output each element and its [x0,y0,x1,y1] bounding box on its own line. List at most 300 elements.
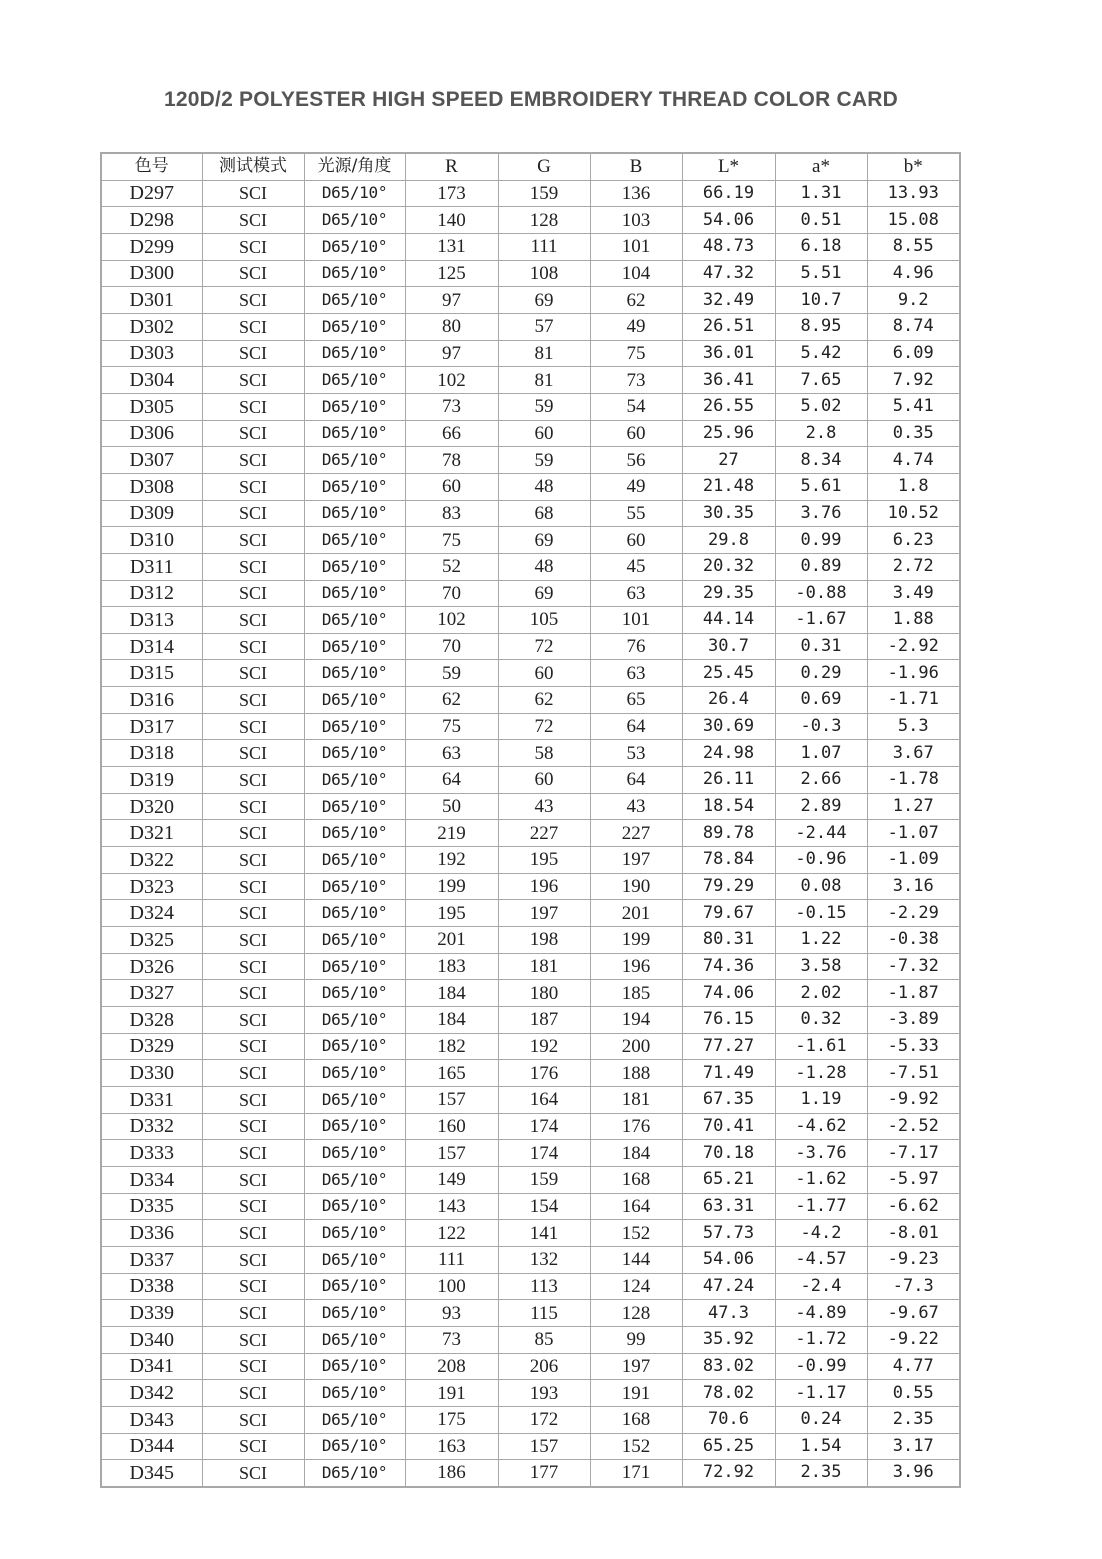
cell-b: 176 [590,1113,682,1140]
table-row [101,1140,960,1167]
cell-test-mode: SCI [202,1273,304,1300]
cell-illuminant-angle: D65/10° [304,1166,405,1193]
table-row [101,1300,960,1327]
cell-g: 180 [498,980,590,1007]
cell-b: 64 [590,713,682,740]
cell-test-mode: SCI [202,340,304,367]
cell-illuminant-angle: D65/10° [304,1086,405,1113]
cell-b-star: -6.62 [867,1193,960,1220]
table-row [101,1113,960,1140]
cell-g: 48 [498,553,590,580]
cell-test-mode: SCI [202,927,304,954]
cell-r: 186 [405,1460,498,1487]
cell-b: 49 [590,313,682,340]
cell-color-code: D309 [101,500,202,527]
cell-color-code: D318 [101,740,202,767]
cell-b-star: 2.72 [867,553,960,580]
cell-l-star: 26.55 [682,393,775,420]
table-row [101,660,960,687]
cell-b-star: 8.74 [867,313,960,340]
cell-b: 191 [590,1380,682,1407]
cell-b-star: 4.77 [867,1353,960,1380]
table-row [101,447,960,474]
cell-b-star: 1.8 [867,473,960,500]
cell-l-star: 70.18 [682,1140,775,1167]
page-title: 120D/2 POLYESTER HIGH SPEED EMBROIDERY THREAD COLOR CARD [164,88,898,111]
cell-r: 66 [405,420,498,447]
cell-b-star: -1.87 [867,980,960,1007]
cell-a-star: 1.19 [775,1086,867,1113]
table-row [101,713,960,740]
cell-b-star: -3.89 [867,1007,960,1034]
cell-a-star: -4.57 [775,1246,867,1273]
cell-illuminant-angle: D65/10° [304,767,405,794]
cell-g: 164 [498,1086,590,1113]
cell-b: 60 [590,420,682,447]
cell-b-star: 13.93 [867,180,960,207]
cell-color-code: D311 [101,553,202,580]
cell-a-star: -4.2 [775,1220,867,1247]
cell-b: 63 [590,580,682,607]
cell-r: 75 [405,527,498,554]
cell-test-mode: SCI [202,1433,304,1460]
table-row [101,820,960,847]
cell-color-code: D317 [101,713,202,740]
cell-a-star: 2.66 [775,767,867,794]
cell-test-mode: SCI [202,367,304,394]
cell-b: 103 [590,207,682,234]
cell-b-star: -5.33 [867,1033,960,1060]
cell-test-mode: SCI [202,1406,304,1433]
cell-a-star: -1.62 [775,1166,867,1193]
cell-illuminant-angle: D65/10° [304,1433,405,1460]
cell-b: 43 [590,793,682,820]
cell-color-code: D323 [101,873,202,900]
cell-b: 200 [590,1033,682,1060]
cell-r: 143 [405,1193,498,1220]
cell-g: 59 [498,447,590,474]
cell-b-star: 3.67 [867,740,960,767]
cell-illuminant-angle: D65/10° [304,340,405,367]
cell-l-star: 83.02 [682,1353,775,1380]
cell-l-star: 70.6 [682,1406,775,1433]
cell-illuminant-angle: D65/10° [304,1113,405,1140]
cell-l-star: 36.41 [682,367,775,394]
cell-r: 93 [405,1300,498,1327]
cell-r: 73 [405,393,498,420]
cell-color-code: D308 [101,473,202,500]
cell-g: 128 [498,207,590,234]
cell-b-star: -1.78 [867,767,960,794]
cell-illuminant-angle: D65/10° [304,313,405,340]
cell-test-mode: SCI [202,260,304,287]
cell-a-star: 5.61 [775,473,867,500]
cell-l-star: 20.32 [682,553,775,580]
table-row [101,927,960,954]
cell-b: 196 [590,953,682,980]
cell-g: 108 [498,260,590,287]
cell-l-star: 30.69 [682,713,775,740]
table-row [101,1193,960,1220]
cell-b-star: 6.09 [867,340,960,367]
cell-a-star: -0.96 [775,847,867,874]
table-row [101,527,960,554]
cell-g: 48 [498,473,590,500]
cell-illuminant-angle: D65/10° [304,1060,405,1087]
cell-g: 177 [498,1460,590,1487]
cell-test-mode: SCI [202,180,304,207]
cell-l-star: 24.98 [682,740,775,767]
cell-b-star: -9.23 [867,1246,960,1273]
cell-test-mode: SCI [202,793,304,820]
cell-a-star: 8.34 [775,447,867,474]
header-l-star: L* [682,153,775,180]
cell-a-star: -1.17 [775,1380,867,1407]
cell-b-star: -1.71 [867,687,960,714]
cell-r: 149 [405,1166,498,1193]
cell-b-star: 3.17 [867,1433,960,1460]
cell-color-code: D345 [101,1460,202,1487]
cell-b: 54 [590,393,682,420]
cell-g: 196 [498,873,590,900]
cell-a-star: 0.29 [775,660,867,687]
cell-color-code: D332 [101,1113,202,1140]
cell-a-star: -1.61 [775,1033,867,1060]
cell-b: 65 [590,687,682,714]
cell-illuminant-angle: D65/10° [304,1007,405,1034]
cell-a-star: -0.3 [775,713,867,740]
table-row [101,633,960,660]
cell-b-star: -7.3 [867,1273,960,1300]
cell-color-code: D341 [101,1353,202,1380]
cell-test-mode: SCI [202,287,304,314]
table-body [101,153,960,1487]
table-row [101,207,960,234]
table-row [101,1273,960,1300]
cell-illuminant-angle: D65/10° [304,660,405,687]
cell-b: 190 [590,873,682,900]
cell-color-code: D344 [101,1433,202,1460]
cell-test-mode: SCI [202,980,304,1007]
cell-r: 78 [405,447,498,474]
cell-illuminant-angle: D65/10° [304,1246,405,1273]
cell-b: 45 [590,553,682,580]
cell-r: 184 [405,1007,498,1034]
cell-color-code: D340 [101,1326,202,1353]
table-row [101,180,960,207]
cell-b: 184 [590,1140,682,1167]
cell-b: 101 [590,607,682,634]
cell-a-star: 1.22 [775,927,867,954]
cell-l-star: 21.48 [682,473,775,500]
cell-l-star: 47.32 [682,260,775,287]
cell-color-code: D315 [101,660,202,687]
cell-a-star: 1.07 [775,740,867,767]
cell-illuminant-angle: D65/10° [304,580,405,607]
cell-a-star: 0.51 [775,207,867,234]
cell-l-star: 18.54 [682,793,775,820]
cell-g: 72 [498,633,590,660]
cell-test-mode: SCI [202,767,304,794]
cell-g: 85 [498,1326,590,1353]
cell-l-star: 25.96 [682,420,775,447]
cell-g: 60 [498,767,590,794]
cell-illuminant-angle: D65/10° [304,633,405,660]
cell-b: 201 [590,900,682,927]
cell-test-mode: SCI [202,1300,304,1327]
header-b-star: b* [867,153,960,180]
cell-color-code: D297 [101,180,202,207]
cell-g: 227 [498,820,590,847]
cell-r: 97 [405,340,498,367]
cell-a-star: -3.76 [775,1140,867,1167]
cell-a-star: 0.99 [775,527,867,554]
cell-test-mode: SCI [202,233,304,260]
cell-test-mode: SCI [202,900,304,927]
cell-b: 73 [590,367,682,394]
cell-g: 60 [498,660,590,687]
cell-test-mode: SCI [202,953,304,980]
cell-b-star: -2.29 [867,900,960,927]
cell-g: 174 [498,1140,590,1167]
cell-illuminant-angle: D65/10° [304,207,405,234]
cell-l-star: 74.36 [682,953,775,980]
cell-g: 43 [498,793,590,820]
table-row [101,1033,960,1060]
table-row [101,260,960,287]
cell-illuminant-angle: D65/10° [304,500,405,527]
cell-color-code: D302 [101,313,202,340]
table-row [101,1060,960,1087]
cell-illuminant-angle: D65/10° [304,473,405,500]
cell-b-star: 15.08 [867,207,960,234]
header-g: G [498,153,590,180]
cell-l-star: 78.02 [682,1380,775,1407]
cell-r: 122 [405,1220,498,1247]
cell-color-code: D312 [101,580,202,607]
cell-a-star: -4.89 [775,1300,867,1327]
cell-color-code: D307 [101,447,202,474]
cell-color-code: D305 [101,393,202,420]
cell-l-star: 35.92 [682,1326,775,1353]
table-row [101,607,960,634]
cell-g: 154 [498,1193,590,1220]
cell-color-code: D329 [101,1033,202,1060]
cell-a-star: -0.99 [775,1353,867,1380]
cell-illuminant-angle: D65/10° [304,1380,405,1407]
header-b: B [590,153,682,180]
cell-b-star: -0.38 [867,927,960,954]
cell-test-mode: SCI [202,687,304,714]
cell-color-code: D327 [101,980,202,1007]
cell-illuminant-angle: D65/10° [304,287,405,314]
cell-b-star: 10.52 [867,500,960,527]
cell-r: 163 [405,1433,498,1460]
cell-b: 62 [590,287,682,314]
cell-r: 73 [405,1326,498,1353]
cell-test-mode: SCI [202,847,304,874]
cell-color-code: D336 [101,1220,202,1247]
cell-l-star: 89.78 [682,820,775,847]
cell-r: 192 [405,847,498,874]
cell-g: 176 [498,1060,590,1087]
cell-l-star: 30.7 [682,633,775,660]
cell-g: 159 [498,180,590,207]
cell-b: 99 [590,1326,682,1353]
cell-color-code: D335 [101,1193,202,1220]
table-row [101,313,960,340]
cell-g: 206 [498,1353,590,1380]
table-row [101,1246,960,1273]
cell-b: 104 [590,260,682,287]
cell-b-star: 9.2 [867,287,960,314]
cell-b: 152 [590,1433,682,1460]
cell-test-mode: SCI [202,740,304,767]
table-row [101,900,960,927]
cell-l-star: 44.14 [682,607,775,634]
cell-a-star: -0.15 [775,900,867,927]
cell-l-star: 72.92 [682,1460,775,1487]
cell-b-star: -1.07 [867,820,960,847]
cell-l-star: 29.8 [682,527,775,554]
cell-a-star: 3.76 [775,500,867,527]
cell-a-star: 5.42 [775,340,867,367]
cell-r: 175 [405,1406,498,1433]
cell-b: 185 [590,980,682,1007]
cell-b-star: 7.92 [867,367,960,394]
cell-color-code: D303 [101,340,202,367]
cell-l-star: 25.45 [682,660,775,687]
cell-illuminant-angle: D65/10° [304,447,405,474]
cell-r: 62 [405,687,498,714]
cell-a-star: 1.31 [775,180,867,207]
cell-a-star: -1.28 [775,1060,867,1087]
cell-illuminant-angle: D65/10° [304,233,405,260]
cell-test-mode: SCI [202,607,304,634]
cell-test-mode: SCI [202,447,304,474]
table-row [101,287,960,314]
cell-illuminant-angle: D65/10° [304,553,405,580]
table-row [101,847,960,874]
cell-a-star: 1.54 [775,1433,867,1460]
cell-color-code: D316 [101,687,202,714]
cell-b-star: 4.74 [867,447,960,474]
table-row [101,1406,960,1433]
cell-l-star: 65.25 [682,1433,775,1460]
cell-r: 102 [405,367,498,394]
cell-r: 70 [405,633,498,660]
cell-l-star: 47.3 [682,1300,775,1327]
cell-l-star: 80.31 [682,927,775,954]
cell-g: 81 [498,367,590,394]
cell-l-star: 71.49 [682,1060,775,1087]
cell-illuminant-angle: D65/10° [304,420,405,447]
cell-a-star: 0.32 [775,1007,867,1034]
cell-b-star: -2.52 [867,1113,960,1140]
cell-r: 184 [405,980,498,1007]
cell-b-star: -9.92 [867,1086,960,1113]
cell-illuminant-angle: D65/10° [304,1326,405,1353]
cell-g: 113 [498,1273,590,1300]
cell-g: 197 [498,900,590,927]
cell-r: 201 [405,927,498,954]
cell-g: 62 [498,687,590,714]
cell-color-code: D322 [101,847,202,874]
cell-illuminant-angle: D65/10° [304,820,405,847]
cell-a-star: -1.67 [775,607,867,634]
cell-g: 81 [498,340,590,367]
cell-b-star: 0.35 [867,420,960,447]
cell-color-code: D321 [101,820,202,847]
cell-b-star: 3.96 [867,1460,960,1487]
cell-b: 53 [590,740,682,767]
table-row [101,420,960,447]
cell-g: 141 [498,1220,590,1247]
cell-a-star: 2.35 [775,1460,867,1487]
table-row [101,793,960,820]
cell-color-code: D343 [101,1406,202,1433]
cell-illuminant-angle: D65/10° [304,1140,405,1167]
cell-a-star: 7.65 [775,367,867,394]
cell-a-star: 8.95 [775,313,867,340]
table-row [101,687,960,714]
cell-b: 168 [590,1166,682,1193]
table-row [101,873,960,900]
cell-l-star: 47.24 [682,1273,775,1300]
cell-test-mode: SCI [202,873,304,900]
cell-b: 56 [590,447,682,474]
cell-r: 195 [405,900,498,927]
cell-g: 111 [498,233,590,260]
cell-color-code: D328 [101,1007,202,1034]
cell-l-star: 54.06 [682,1246,775,1273]
cell-b: 55 [590,500,682,527]
cell-r: 140 [405,207,498,234]
cell-l-star: 48.73 [682,233,775,260]
cell-test-mode: SCI [202,1326,304,1353]
cell-b: 197 [590,847,682,874]
table-row [101,980,960,1007]
cell-r: 191 [405,1380,498,1407]
cell-b: 64 [590,767,682,794]
cell-b: 152 [590,1220,682,1247]
cell-b-star: -7.32 [867,953,960,980]
cell-g: 69 [498,580,590,607]
cell-r: 100 [405,1273,498,1300]
cell-illuminant-angle: D65/10° [304,847,405,874]
cell-color-code: D301 [101,287,202,314]
cell-test-mode: SCI [202,1246,304,1273]
cell-b: 188 [590,1060,682,1087]
cell-illuminant-angle: D65/10° [304,713,405,740]
cell-a-star: 3.58 [775,953,867,980]
cell-test-mode: SCI [202,820,304,847]
cell-test-mode: SCI [202,500,304,527]
cell-test-mode: SCI [202,1113,304,1140]
cell-a-star: -0.88 [775,580,867,607]
cell-g: 193 [498,1380,590,1407]
cell-l-star: 77.27 [682,1033,775,1060]
cell-r: 157 [405,1140,498,1167]
cell-r: 173 [405,180,498,207]
cell-b: 49 [590,473,682,500]
cell-test-mode: SCI [202,420,304,447]
cell-color-code: D310 [101,527,202,554]
cell-test-mode: SCI [202,1033,304,1060]
cell-l-star: 29.35 [682,580,775,607]
cell-b: 60 [590,527,682,554]
table-row [101,1326,960,1353]
